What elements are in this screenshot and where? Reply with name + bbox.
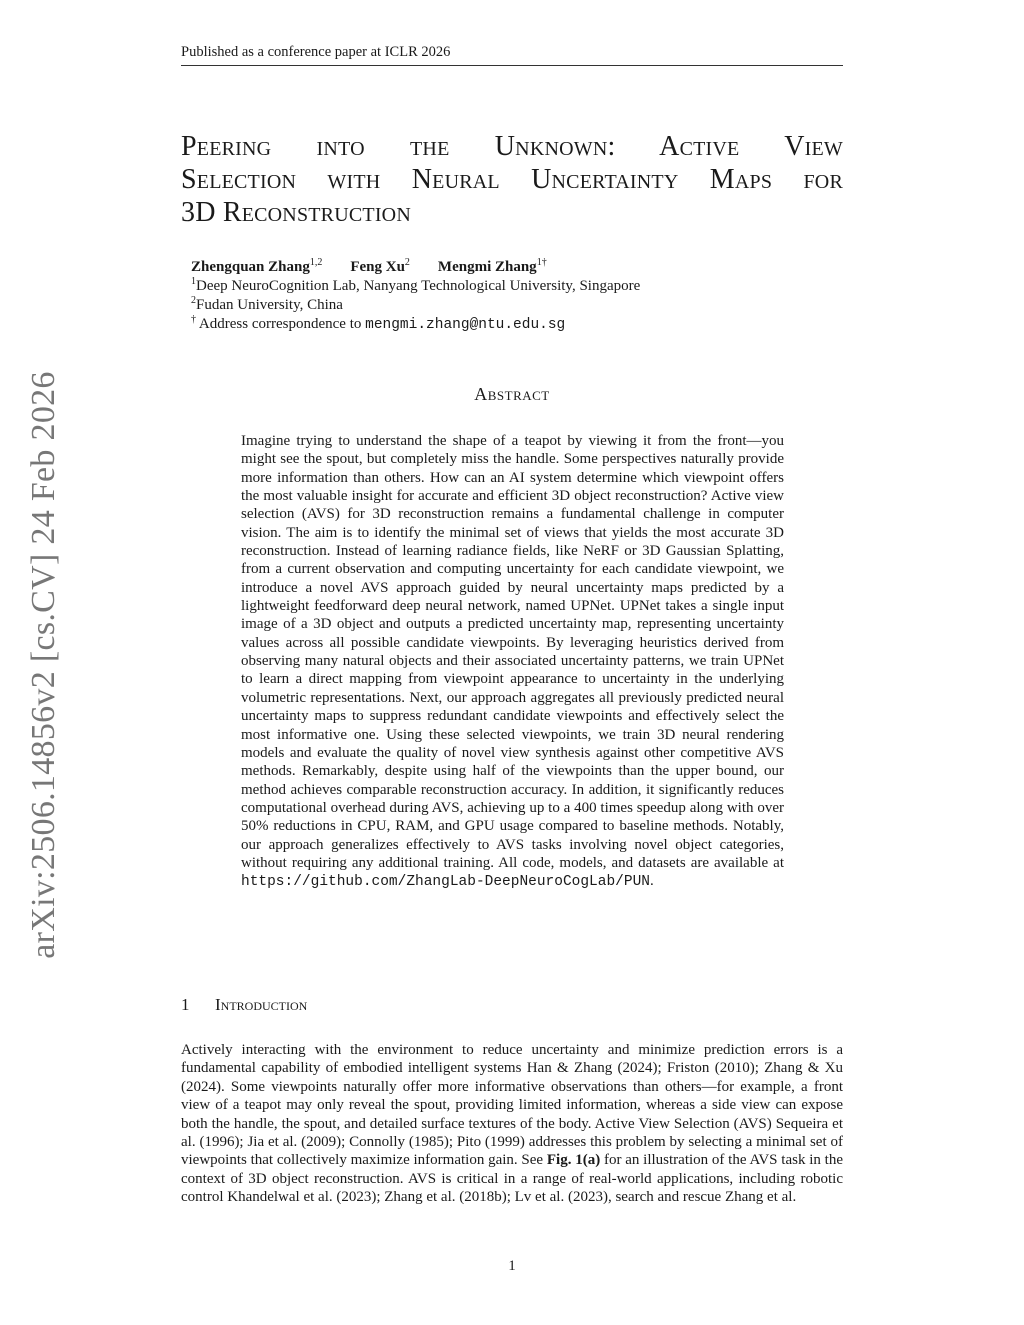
page-number: 1 — [508, 1258, 516, 1274]
author-mark: 1† — [536, 257, 547, 268]
arxiv-sidebar — [14, 370, 74, 960]
affiliation-1: $^1$Deep NeuroCognition Lab, Nanyang Technological University, Singapore — [191, 276, 641, 294]
email-link[interactable]: mengmi.zhang@ntu.edu.sg — [365, 317, 566, 333]
author-mark: 1,2 — [309, 257, 323, 268]
title-line-2: Selection with Neural Uncertainty Maps for — [181, 164, 843, 195]
running-header — [181, 44, 843, 66]
author-block — [191, 258, 841, 335]
section-number: 1 — [181, 995, 190, 1014]
correspondence-line: † Address correspondence to mengmi.zhang@ntu.edu.sg — [191, 314, 566, 333]
venue-text: Published as a conference paper at ICLR 2026 — [181, 44, 451, 60]
author-name: Zhengquan Zhang — [191, 259, 310, 275]
arxiv-identifier: arXiv:2506.14856v2 [cs.CV] 24 Feb 2026 — [25, 371, 62, 959]
section-title: Introduction — [215, 995, 308, 1014]
code-url-link[interactable]: https://github.com/ZhangLab-DeepNeuroCogLab/PUN — [241, 874, 650, 891]
author-names — [191, 258, 841, 277]
author-name: Feng Xu — [350, 259, 405, 275]
introduction-paragraph: Actively interacting with the environment to reduce uncertainty and minimize prediction errors is a fundamental capability of embodied intelligent systems Han & Zhang (2024); Friston (2010); Zhang & Xu (2024). Some viewpoints naturally offer more informative observations than others—for example, a front view of a teapot may only reveal the spout, providing limited information, whereas a side view can expose both the handle, the spout, and detailed surface textures of the body. Active View Selection (AVS) Sequeira et al. (1996); Jia et al. (2009); Connolly (1985); Pito (1999) addresses this problem by selecting a minimal set of viewpoints that collectively maximize information gain. See Fig. 1(a) for an illustration of the AVS task in the context of 3D object reconstruction. AVS is critical in a range of real-world applications, including robotic control Khandelwal et al. (2023); Zhang et al. (2018b); Lv et al. (2023), search and rescue Zhang et al. — [181, 1042, 843, 1206]
author-name: Mengmi Zhang — [437, 259, 537, 275]
abstract-body: Imagine trying to understand the shape of a teapot by viewing it from the front—you might see the spout, but completely miss the handle. Some perspectives naturally provide more information than others. How can an AI system determine which viewpoint offers the most valuable insight for accurate and efficient 3D object reconstruction? Active view selection (AVS) for 3D reconstruction remains a fundamental challenge in computer vision. The aim is to identify the minimal set of views that yields the most accurate 3D reconstruction. Instead of learning radiance fields, like NeRF or 3D Gaussian Splatting, from a current observation and computing uncertainty for each candidate viewpoint, we introduce a novel AVS approach guided by neural uncertainty maps predicted by a lightweight feedforward deep neural network, named UPNet. UPNet takes a single input image of a 3D object and outputs a predicted uncertainty map, representing uncertainty values across all possible candidate viewpoints. By leveraging heuristics derived from observing many natural objects and their associated uncertainty patterns, we train UPNet to learn a direct mapping from viewpoint appearance to uncertainty in the underlying volumetric representations. Next, our approach aggregates all previously predicted neural uncertainty maps to suppress redundant candidate viewpoints and effectively select the most informative one. Using these selected viewpoints, we train 3D neural rendering models and evaluate the quality of novel view synthesis against other competitive AVS methods. Remarkably, despite using half of the viewpoints than the upper bound, our method achieves comparable reconstruction accuracy. In addition, it significantly reduces computational overhead during AVS, achieving up to a 400 times speedup along with over 50% reductions in CPU, RAM, and GPU usage compared to baseline methods. Notably, our approach generalizes effectively to AVS tasks involving novel object categories, without requiring any additional training. All code, models, and datasets are available at https://github.com/ZhangLab-DeepNeuroCogLab/PUN. — [241, 433, 784, 891]
paper-title — [181, 130, 843, 229]
section-heading-introduction — [181, 995, 307, 1015]
title-line-1: Peering into the Unknown: Active View — [181, 131, 843, 162]
abstract-heading: Abstract — [474, 384, 550, 404]
title-line-3: 3D Reconstruction — [181, 197, 411, 228]
affiliation-2: $^2$Fudan University, China — [191, 295, 343, 313]
author-mark: 2 — [404, 257, 410, 268]
figure-reference[interactable]: Fig. 1(a) — [546, 1152, 601, 1169]
abstract-text: Imagine trying to understand the shape of a teapot by viewing it from the front—you might see the spout, but completely miss the handle. Some perspectives naturally provide more information than others. How can an AI system determine which viewpoint offers the most valuable insight for accurate and efficient 3D object reconstruction? Active view selection (AVS) for 3D reconstruction remains a fundamental challenge in computer vision. The aim is to identify the minimal set of views that yields the most accurate 3D reconstruction. Instead of learning radiance fields, like NeRF or 3D Gaussian Splatting, from a current observation and computing uncertainty for each candidate viewpoint, we introduce a novel AVS approach guided by neural uncertainty maps predicted by a lightweight feedforward deep neural network, named UPNet. UPNet takes a single input image of a 3D object and outputs a predicted uncertainty map, representing uncertainty values across all possible candidate viewpoints. By leveraging heuristics derived from observing many natural objects and their associated uncertainty patterns, we train UPNet to learn a direct mapping from viewpoint appearance to uncertainty in the underlying volumetric representations. Next, our approach aggregates all previously predicted neural uncertainty maps to suppress redundant candidate viewpoints and effectively select the most informative one. Using these selected viewpoints, we train 3D neural rendering models and evaluate the quality of novel view synthesis against other competitive AVS methods. Remarkably, despite using half of the viewpoints than the upper bound, our method achieves comparable reconstruction accuracy. In addition, it significantly reduces computational overhead during AVS, achieving up to a 400 times speedup along with over 50% reductions in CPU, RAM, and GPU usage compared to baseline methods. Notably, our approach generalizes effectively to AVS tasks involving novel object categories, without requiring any additional training. All code, models, and datasets are available at — [241, 433, 784, 871]
